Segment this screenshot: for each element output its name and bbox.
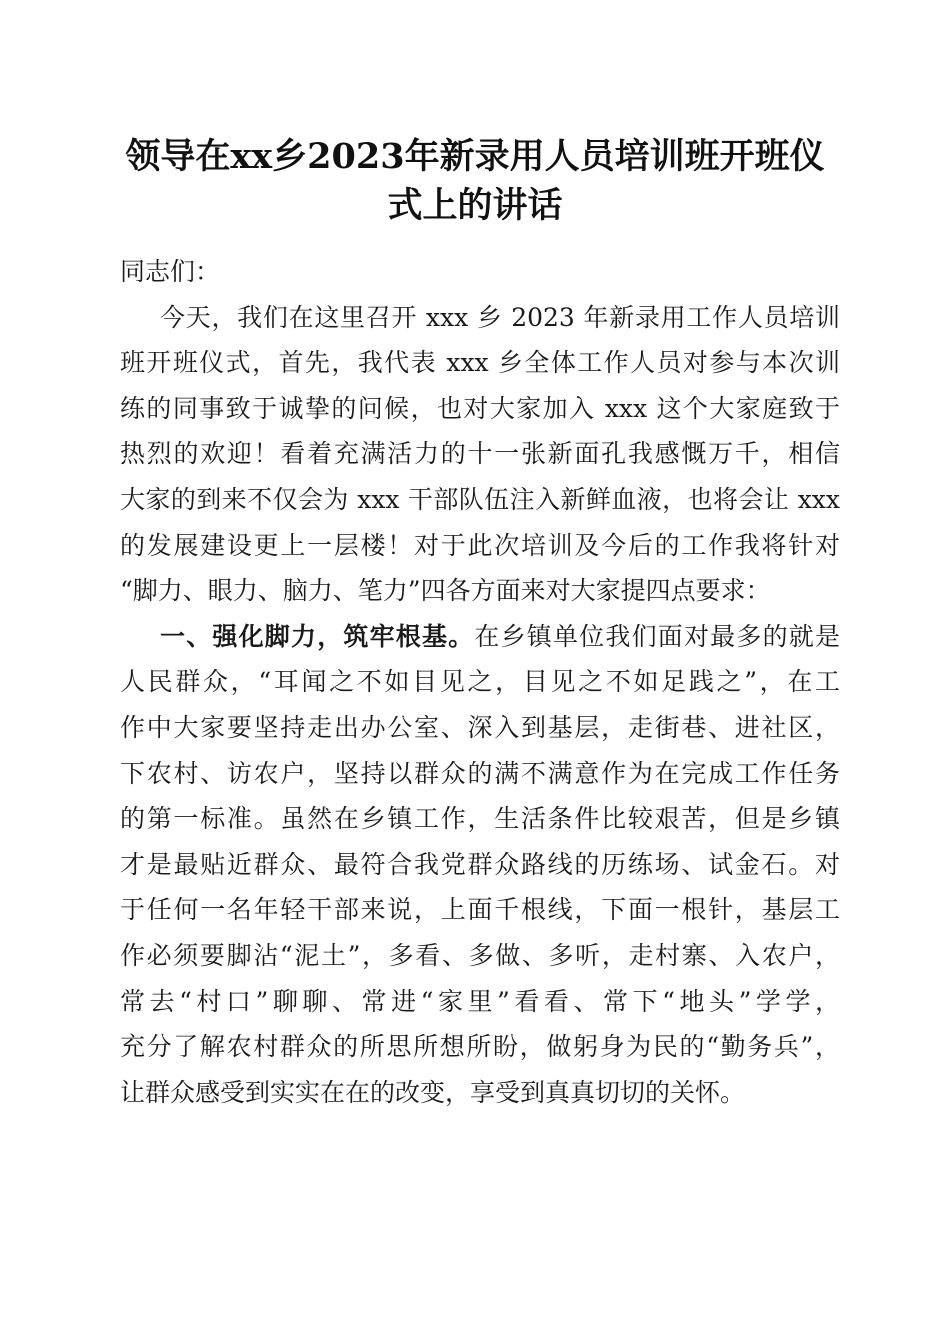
paragraph-1-line: “脚力、眼力、脑力、笔力”四各方面来对大家提四点要求： [120, 576, 771, 606]
section-1-line: 人民群众，“耳闻之不如目见之，目见之不如足践之”，在工 [120, 667, 840, 697]
paragraph-1-line: 练的同事致于诚挚的问候，也对大家加入 xxx 这个大家庭致于 [120, 393, 840, 423]
section-1-line: 作必须要脚沾“泥土”，多看、多做、多听，走村寨、入农户， [120, 940, 840, 970]
section-1-line: 充分了解农村群众的所思所想所盼，做躬身为民的“勤务兵”， [120, 1032, 840, 1062]
paragraph-1-line: 大家的到来不仅会为 xxx 干部队伍注入新鲜血液，也将会让 xxx [120, 484, 840, 514]
section-1-line: 的第一标准。虽然在乡镇工作，生活条件比较艰苦，但是乡镇 [120, 804, 840, 834]
section-1-first-line-text: 在乡镇单位我们面对最多的就是 [474, 621, 840, 651]
section-1-line: 才是最贴近群众、最符合我党群众路线的历练场、试金石。对 [120, 849, 840, 879]
paragraph-1-line: 今天，我们在这里召开 xxx 乡 2023 年新录用工作人员培训 [160, 302, 840, 332]
section-1-line: 让群众感受到实实在在的改变，享受到真真切切的关怀。 [120, 1077, 746, 1107]
title-line-1: 领导在xx乡2023年新录用人员培训班开班仪 [125, 136, 825, 177]
section-1-line: 常去“村口”聊聊、常进“家里”看看、常下“地头”学学， [120, 986, 840, 1016]
section-1-first-line [120, 614, 840, 660]
paragraph-1-line: 班开班仪式，首先，我代表 xxx 乡全体工作人员对参与本次训 [120, 348, 840, 378]
salutation: 同志们： [120, 257, 221, 286]
section-1-heading: 一、强化脚力，筑牢根基。 [160, 621, 475, 651]
section-1-line: 于任何一名年轻干部来说，上面千根线，下面一根针，基层工 [120, 895, 840, 925]
document-title [110, 132, 840, 230]
section-1-line: 作中大家要坚持走出办公室、深入到基层，走街巷、进社区， [120, 712, 840, 742]
paragraph-1-line: 热烈的欢迎！看着充满活力的十一张新面孔我感慨万千，相信 [120, 439, 840, 469]
document-body [120, 249, 840, 1115]
paragraph-1-line: 的发展建设更上一层楼！对于此次培训及今后的工作我将针对 [120, 530, 840, 560]
section-1-line: 下农村、访农户，坚持以群众的满不满意作为在完成工作任务 [120, 758, 840, 788]
title-line-2: 式上的讲话 [387, 185, 563, 226]
